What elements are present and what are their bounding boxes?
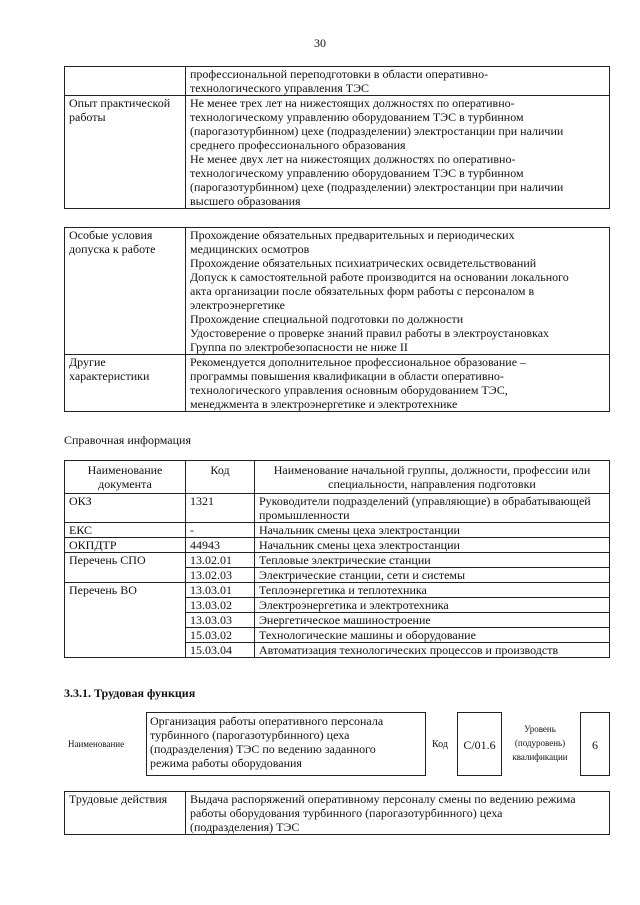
name-cell: Энергетическое машиностроение — [255, 613, 610, 628]
name-cell: Теплоэнергетика и теплотехника — [255, 583, 610, 598]
qualification-level-box: 6 — [580, 712, 610, 776]
labor-function-heading: 3.3.1. Трудовая функция — [64, 686, 196, 700]
row-label-other-characteristics: Другие характеристики — [65, 355, 186, 412]
table-row — [65, 538, 610, 553]
table-row — [65, 494, 610, 523]
header-name: Наименование начальной группы, должности, профессии или специальности, направления подготовки — [255, 461, 610, 494]
table-header-row — [65, 461, 610, 494]
table-row — [65, 228, 610, 355]
labor-actions-value: Выдача распоряжений оперативному персоналу смены по ведению режима работы оборудования турбинного (парогазотурбинного) цеха (подразделения) ТЭС — [186, 792, 610, 835]
labor-actions-label: Трудовые действия — [65, 792, 186, 835]
name-cell: Руководители подразделений (управляющие) в обрабатывающей промышленности — [255, 494, 610, 523]
row-value-practical-experience: Не менее трех лет на нижестоящих должностях по оперативно- технологическому управлению оборудованием ТЭС в турбинном (парогазотурбинном) цехе (подразделении) электростанции при наличии среднего профессионального образования Не менее двух лет на нижестоящих должностях по оперативно- технологическому управлению оборудованием ТЭС в турбинном (парогазотурбинном) цехе (подразделении) электростанции при наличии высшего образования — [186, 96, 610, 209]
doc-cell: ОКПДТР — [65, 538, 186, 553]
row-label-special-conditions: Особые условия допуска к работе — [65, 228, 186, 355]
qualification-level-label: Уровень (подуровень) квалификации — [512, 724, 568, 762]
name-cell: Тепловые электрические станции — [255, 553, 610, 568]
page-number: 30 — [314, 36, 326, 50]
admission-conditions-table — [64, 227, 610, 412]
row-value-special-conditions: Прохождение обязательных предварительных и периодических медицинских осмотров Прохождение обязательных психиатрических освидетельствований Допуск к самостоятельной работе производится на основании локального акта организации после обязательных форм работы с персоналом в электроэнергетике Прохождение специальной подготовки по должности Удостоверение о проверке знаний правил работы в электроустановках Группа по электробезопасности не ниже II — [186, 228, 610, 355]
labor-function-code-box: C/01.6 — [457, 712, 502, 776]
name-cell: Технологические машины и оборудование — [255, 628, 610, 643]
labor-function-title-box: Организация работы оперативного персонала турбинного (парогазотурбинного) цеха (подразделения) ТЭС по ведению заданного режима работы оборудования — [146, 712, 426, 776]
name-cell: Электрические станции, сети и системы — [255, 568, 610, 583]
name-cell: Электроэнергетика и электротехника — [255, 598, 610, 613]
empty-label-cell — [65, 67, 186, 96]
header-code: Код — [186, 461, 255, 494]
row-value-other-characteristics: Рекомендуется дополнительное профессиональное образование – программы повышения квалификации в области оперативно- технологического управления основным оборудованием ТЭС, менеджмента в электроэнергетике и электротехнике — [186, 355, 610, 412]
code-cell: 1321 — [186, 494, 255, 523]
table-row — [65, 96, 610, 209]
continuation-cell: профессиональной переподготовки в области оперативно- технологического управления ТЭС — [186, 67, 610, 96]
code-cell: 13.02.03 — [186, 568, 255, 583]
code-cell: 13.03.01 — [186, 583, 255, 598]
header-document: Наименование документа — [65, 461, 186, 494]
table-row — [65, 67, 610, 96]
code-cell: 15.03.02 — [186, 628, 255, 643]
name-cell: Начальник смены цеха электростанции — [255, 523, 610, 538]
name-label: Наименование — [68, 739, 125, 749]
code-label: Код — [432, 739, 448, 750]
code-cell: 13.03.02 — [186, 598, 255, 613]
table-row — [65, 355, 610, 412]
table-row — [65, 792, 610, 835]
table-row — [65, 553, 610, 568]
doc-cell: Перечень СПО — [65, 553, 186, 583]
doc-cell: ОКЗ — [65, 494, 186, 523]
doc-cell: ЕКС — [65, 523, 186, 538]
labor-actions-table — [64, 791, 610, 835]
qualification-table-continued — [64, 66, 610, 209]
code-cell: - — [186, 523, 255, 538]
name-cell: Автоматизация технологических процессов и производств — [255, 643, 610, 658]
doc-cell: Перечень ВО — [65, 583, 186, 658]
row-label-practical-experience: Опыт практической работы — [65, 96, 186, 209]
table-row — [65, 583, 610, 598]
code-cell: 44943 — [186, 538, 255, 553]
table-row — [65, 523, 610, 538]
code-cell: 13.03.03 — [186, 613, 255, 628]
reference-info-label: Справочная информация — [64, 433, 191, 447]
reference-table — [64, 460, 610, 658]
code-cell: 13.02.01 — [186, 553, 255, 568]
name-cell: Начальник смены цеха электростанции — [255, 538, 610, 553]
code-cell: 15.03.04 — [186, 643, 255, 658]
